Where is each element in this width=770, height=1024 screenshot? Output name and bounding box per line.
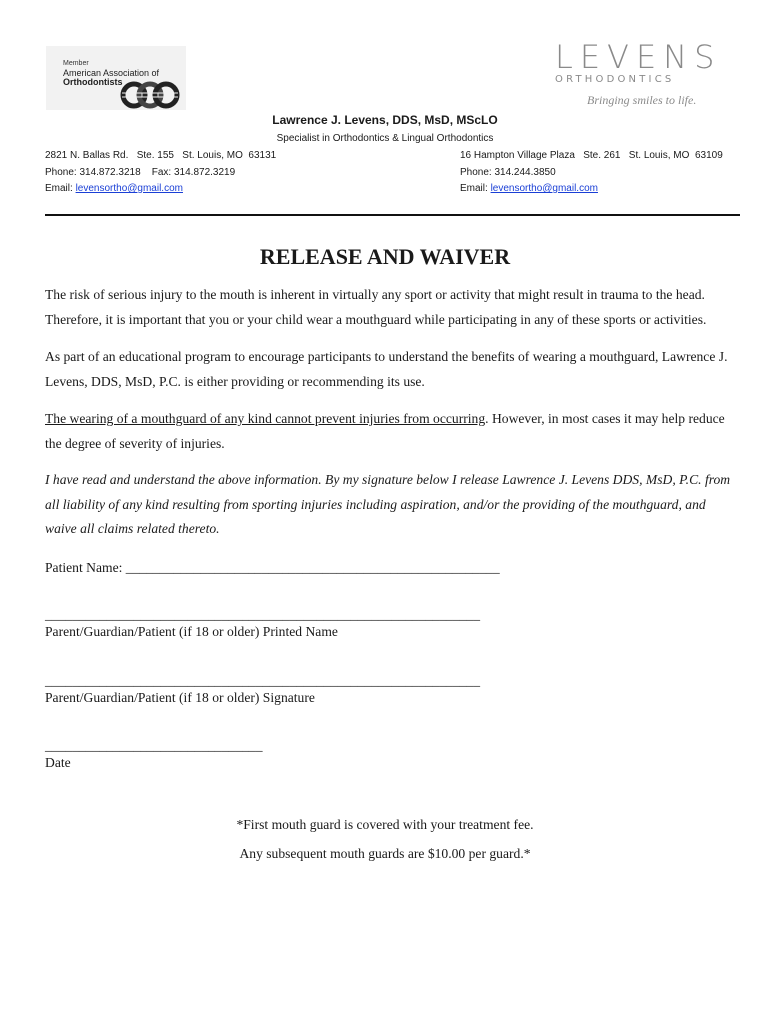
office-left-email-row: [45, 181, 276, 198]
office-left: [45, 148, 276, 198]
office-right: [460, 148, 723, 198]
office-left-phone: Phone: 314.872.3218 Fax: 314.872.3219: [45, 166, 236, 178]
paragraph-disclaimer: [45, 407, 740, 456]
aao-rings-icon: [120, 80, 180, 110]
signature-label: Parent/Guardian/Patient (if 18 or older) Signature: [45, 690, 315, 705]
doctor-name: Lawrence J. Levens, DDS, MsD, MScLO: [272, 113, 498, 127]
document-title: RELEASE AND WAIVER: [259, 244, 511, 269]
paragraph-release: I have read and understand the above information. By my signature below I release Lawrence J. Levens DDS, MsD, P.C. from all liability of any kind resulting from sporting injuries including aspiration, and/or the providing of the mouthguard, and waive all claims related thereto.: [45, 472, 731, 536]
aao-org-name-line1: American Association of: [63, 68, 160, 78]
office-right-email-row: [460, 181, 723, 198]
footer-note-subsequent-guards: Any subsequent mouth guards are $10.00 per guard.*: [239, 846, 531, 861]
paragraph-risk: The risk of serious injury to the mouth is inherent in virtually any sport or activity that might result in trauma to the head. Therefore, it is important that you or your child wear a mouthguard while participating in any of these sports or activities.: [45, 287, 707, 327]
aao-org-name-line2: Orthodontists: [63, 77, 123, 87]
date-line[interactable]: ________________________________: [45, 738, 263, 753]
brand-tagline: Bringing smiles to life.: [587, 93, 697, 107]
email-label: Email:: [460, 183, 491, 194]
brand-wordmark: LEVENS: [555, 38, 722, 76]
office-right-address: 16 Hampton Village Plaza Ste. 261 St. Louis, MO 63109: [460, 150, 723, 161]
levens-orthodontics-logo: [555, 38, 722, 108]
email-label: Email:: [45, 183, 76, 194]
specialty: Specialist in Orthodontics & Lingual Orthodontics: [276, 133, 494, 144]
printed-name-label: Parent/Guardian/Patient (if 18 or older) Printed Name: [45, 624, 338, 639]
paragraph-program: As part of an educational program to encourage participants to understand the benefits of wearing a mouthguard, Lawrence J. Levens, DDS, MsD, P.C. is either providing or recommending its use.: [45, 349, 728, 389]
printed-name-line[interactable]: ________________________________________________________________: [45, 607, 480, 622]
disclaimer-rest: . However, in most cases it may help reduce the degree of severity of injuries.: [45, 411, 725, 451]
aao-member-label: Member: [63, 60, 89, 67]
office-right-phone: Phone: 314.244.3850: [460, 166, 556, 178]
footer-note-first-guard: *First mouth guard is covered with your treatment fee.: [236, 817, 534, 832]
date-label: Date: [45, 755, 71, 770]
brand-subtitle: ORTHODONTICS: [555, 74, 675, 85]
office-left-address: 2821 N. Ballas Rd. Ste. 155 St. Louis, MO 63131: [45, 150, 277, 161]
signature-line[interactable]: ________________________________________________________________: [45, 673, 480, 688]
header-divider: [45, 214, 740, 216]
office-right-email-link[interactable]: levensortho@gmail.com: [490, 183, 598, 194]
aao-member-logo: [46, 46, 186, 110]
office-left-email-link[interactable]: levensortho@gmail.com: [75, 183, 183, 194]
disclaimer-underlined: The wearing of a mouthguard of any kind cannot prevent injuries from occurring: [45, 411, 486, 426]
patient-name-field[interactable]: Patient Name: _______________________________________________________: [45, 560, 500, 575]
